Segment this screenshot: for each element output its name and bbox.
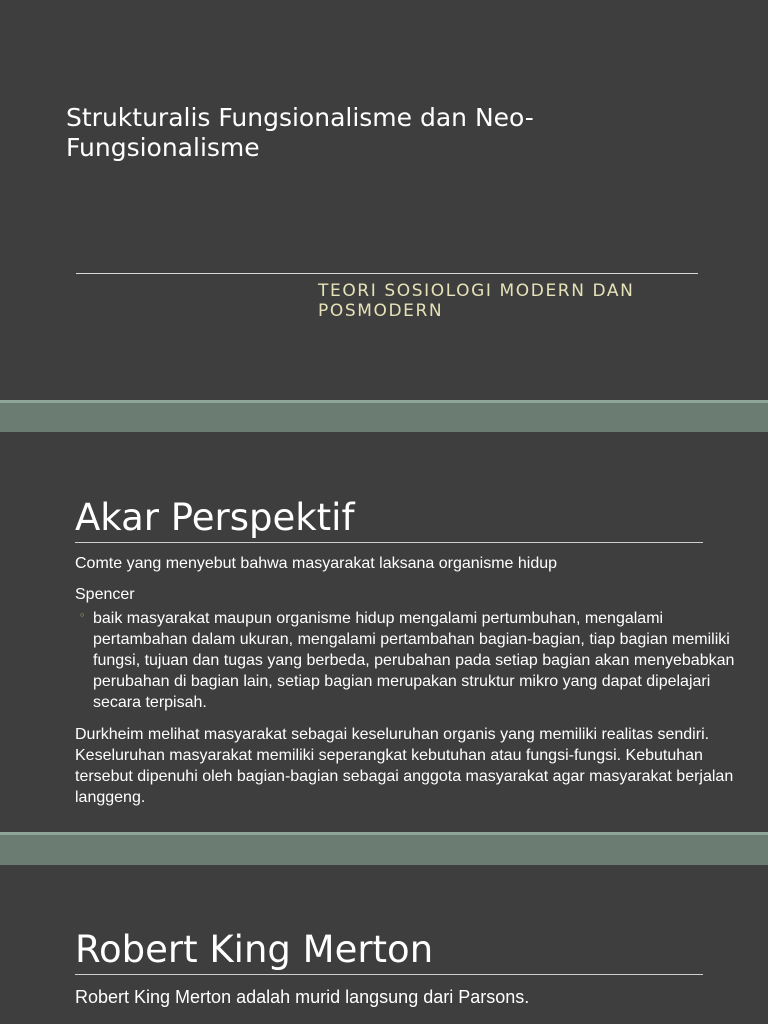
spencer-paragraph: Spencer <box>75 586 135 603</box>
slide-separator <box>0 832 768 865</box>
slide-separator <box>0 400 768 432</box>
content-slide-merton <box>0 865 768 1024</box>
slide-heading: Akar Perspektif <box>75 496 355 539</box>
slide-heading: Robert King Merton <box>75 928 434 971</box>
merton-paragraph: Robert King Merton adalah murid langsung dari Parsons. <box>75 987 530 1007</box>
separator-line <box>0 400 768 403</box>
heading-underline <box>75 974 703 975</box>
content-slide-akar-perspektif <box>0 432 768 832</box>
bullet-circle-icon: ◦ <box>79 609 86 622</box>
spencer-bullet-text: baik masyarakat maupun organisme hidup mengalami pertumbuhan, mengalami pertambahan dalam ukuran, mengalami pertambahan bagian-bagian, tiap bagian memiliki fungsi, tujuan dan tugas yang berbeda, perubahan pada setiap bagian akan menyebabkan perubahan di bagian lain, setiap bagian merupakan struktur mikro yang dapat dipelajari secara terpisah. <box>93 610 735 711</box>
durkheim-paragraph: Durkheim melihat masyarakat sebagai keseluruhan organis yang memiliki realitas sendiri. Keseluruhan masyarakat memiliki seperangkat kebutuhan atau fungsi-fungsi. Kebutuhan tersebut dipenuhi oleh bagian-bagian sebagai anggota masyarakat agar masyarakat berjalan langgeng. <box>75 726 734 806</box>
separator-line <box>0 832 768 835</box>
comte-paragraph: Comte yang menyebut bahwa masyarakat laksana organisme hidup <box>75 555 558 572</box>
heading-underline <box>75 542 703 543</box>
title-divider <box>76 273 698 274</box>
presentation-subtitle: TEORI SOSIOLOGI MODERN DAN POSMODERN <box>318 281 635 321</box>
title-slide <box>0 0 768 400</box>
presentation-title: Strukturalis Fungsionalisme dan Neo-Fungsionalisme <box>66 103 534 162</box>
